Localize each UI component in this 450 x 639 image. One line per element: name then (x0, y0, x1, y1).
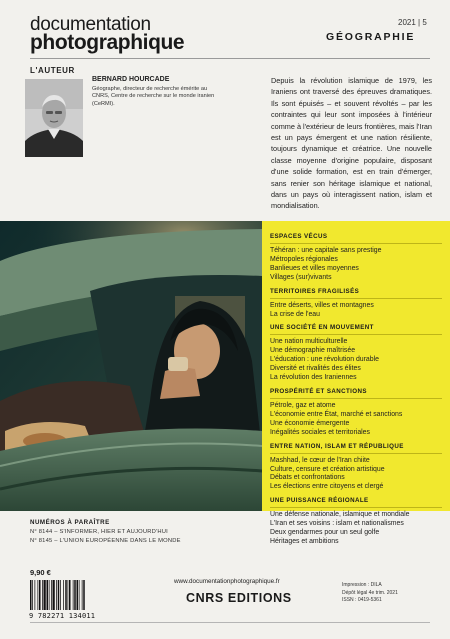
toc-item: L'économie entre État, marché et sanctions (270, 410, 403, 418)
toc-item: Métropoles régionales (270, 255, 338, 263)
toc-section (270, 387, 450, 438)
toc-item: Pétrole, gaz et atome (270, 401, 336, 409)
table-of-contents (262, 221, 450, 545)
upcoming-item: N° 8144 – S'INFORMER, HIER ET AUJOURD'HUI (30, 529, 168, 535)
toc-section-heading: UNE SOCIÉTÉ EN MOUVEMENT (270, 324, 374, 332)
toc-divider (270, 453, 442, 454)
toc-section (270, 287, 450, 320)
legal-line: Impression : DILA (342, 582, 382, 588)
toc-item: Culture, censure et création artistique (270, 465, 385, 473)
toc-divider (270, 298, 442, 299)
top-divider (30, 58, 430, 59)
toc-item: Une démographie maîtrisée (270, 347, 356, 355)
woman-in-car-eating-photo (0, 221, 262, 511)
brand-line1: documentation (30, 14, 151, 35)
toc-item: Deux gendarmes pour un seul golfe (270, 529, 380, 537)
upcoming-item: N° 8145 – L'UNION EUROPÉENNE DANS LE MONDE (30, 538, 181, 544)
toc-divider (270, 243, 442, 244)
toc-item: Mashhad, le cœur de l'Iran chiite (270, 456, 370, 464)
toc-item: Une nation multiculturelle (270, 338, 348, 346)
intro-text: Depuis la révolution islamique de 1979, les Iraniens ont traversé des épreuves dramatiques. Ils sont épuisés – et souvent révoltés – par les contraintes qui leur sont imposées à l'intérieur comme à l'extérieur de leurs frontières, mais l'Iran est un pays émergent et une nation résiliente, toujours dynamique et créatrice. Une nouvelle classe moyenne d'origine populaire, disposant d'une solide formation, est en train d'émerger, sans renier son héritage islamique et national, dans un pays où interagissent nation, islam et mondialisation. (271, 76, 432, 211)
toc-section-heading: PROSPÉRITÉ ET SANCTIONS (270, 387, 367, 395)
author-bio: Géographe, directeur de recherche émérite au CNRS, Centre de recherche sur le monde iranien (CeRMI). (92, 86, 215, 107)
author-label: L'AUTEUR (30, 66, 75, 75)
toc-divider (270, 334, 442, 335)
theme-label: GÉOGRAPHIE (326, 31, 416, 43)
legal-info (342, 582, 398, 605)
toc-item: L'Iran et ses voisins : islam et nationalismes (270, 520, 404, 528)
toc-section (270, 232, 450, 283)
toc-item: Héritages et ambitions (270, 537, 339, 545)
toc-item: Débats et confrontations (270, 474, 345, 482)
barcode-icon (29, 580, 109, 610)
toc-section (270, 496, 450, 547)
toc-item: Diversité et rivalités des élites (270, 365, 361, 373)
toc-item: Entre déserts, villes et montagnes (270, 301, 374, 309)
toc-divider (270, 507, 442, 508)
toc-item: Une économie émergente (270, 419, 350, 427)
toc-item: Téhéran : une capitale sans prestige (270, 247, 382, 254)
toc-divider (270, 398, 442, 399)
upcoming-heading: NUMÉROS À PARAÎTRE (30, 519, 110, 526)
toc-item: Une défense nationale, islamique et mondiale (270, 511, 410, 519)
toc-item: Villages (sur)vivants (270, 273, 332, 281)
author-portrait-photo (25, 79, 83, 157)
toc-section-heading: TERRITOIRES FRAGILISÉS (270, 287, 360, 295)
brand-line2: photographique (30, 31, 185, 54)
legal-line: ISSN : 0419-5361 (342, 597, 382, 604)
publisher-logo: CNRS EDITIONS (186, 591, 292, 605)
website-link[interactable]: www.documentationphotographique.fr (174, 578, 280, 585)
author-name: BERNARD HOURCADE (92, 76, 170, 83)
bottom-divider (30, 622, 430, 623)
ean-number: 9 782271 134011 (29, 612, 96, 620)
toc-item: La révolution des Iraniennes (270, 374, 357, 382)
toc-item: L'éducation : une révolution durable (270, 356, 379, 364)
toc-item: La crise de l'eau (270, 310, 320, 318)
toc-item: Banlieues et villes moyennes (270, 264, 359, 272)
price: 9,90 € (30, 568, 51, 577)
toc-item: Inégalités sociales et territoriales (270, 428, 370, 436)
toc-section-heading: UNE PUISSANCE RÉGIONALE (270, 497, 369, 505)
toc-section (270, 323, 450, 383)
toc-section-heading: ENTRE NATION, ISLAM ET RÉPUBLIQUE (270, 442, 404, 450)
issue-number: 2021 | 5 (398, 18, 427, 27)
toc-item: Les élections entre citoyens et clergé (270, 483, 384, 491)
legal-line: Dépôt légal 4e trim. 2021 (342, 589, 398, 596)
toc-section-heading: ESPACES VÉCUS (270, 233, 328, 240)
toc-section (270, 442, 450, 493)
